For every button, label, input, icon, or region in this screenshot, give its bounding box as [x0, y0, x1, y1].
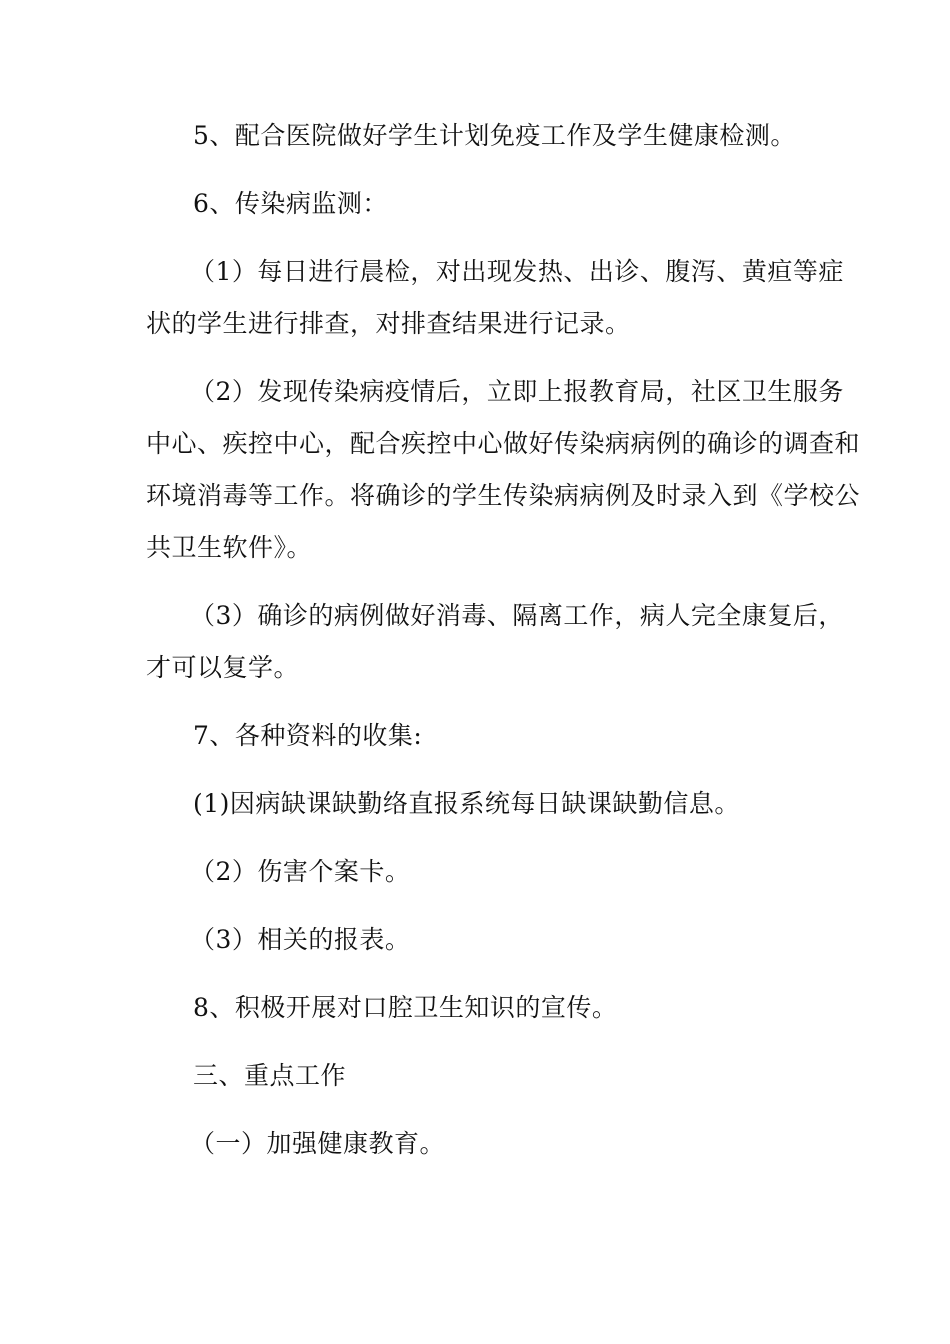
item-7-heading: 7、各种资料的收集:: [193, 721, 423, 750]
item-7-2-text: （2）伤害个案卡。: [190, 857, 411, 886]
item-6-2-line-4: 共卫生软件》。: [146, 533, 313, 562]
item-7-1-text: (1)因病缺课缺勤络直报系统每日缺课缺勤信息。: [193, 789, 740, 818]
section-3-heading: 三、重点工作: [193, 1061, 347, 1090]
item-6-3-line-1: （3）确诊的病例做好消毒、隔离工作，病人完全康复后，: [190, 601, 844, 630]
item-6-2-line-3: 环境消毒等工作。将确诊的学生传染病病例及时录入到《学校公: [146, 481, 861, 510]
item-6-2-line-2: 中心、疾控中心，配合疾控中心做好传染病病例的确诊的调查和: [146, 429, 861, 458]
item-7-3-text: （3）相关的报表。: [190, 925, 411, 954]
item-6-2-line-1: （2）发现传染病疫情后，立即上报教育局，社区卫生服务: [190, 377, 844, 406]
item-6-1-line-1: （1）每日进行晨检，对出现发热、出诊、腹泻、黄疸等症: [190, 257, 844, 286]
item-6-heading: 6、传染病监测：: [193, 189, 388, 218]
item-8-text: 8、积极开展对口腔卫生知识的宣传。: [193, 993, 618, 1022]
item-6-1-line-2: 状的学生进行排查，对排查结果进行记录。: [146, 309, 631, 338]
item-5-text: 5、配合医院做好学生计划免疫工作及学生健康检测。: [193, 121, 796, 150]
item-6-3-line-2: 才可以复学。: [146, 653, 300, 682]
subsection-1-heading: （一）加强健康教育。: [190, 1129, 446, 1158]
